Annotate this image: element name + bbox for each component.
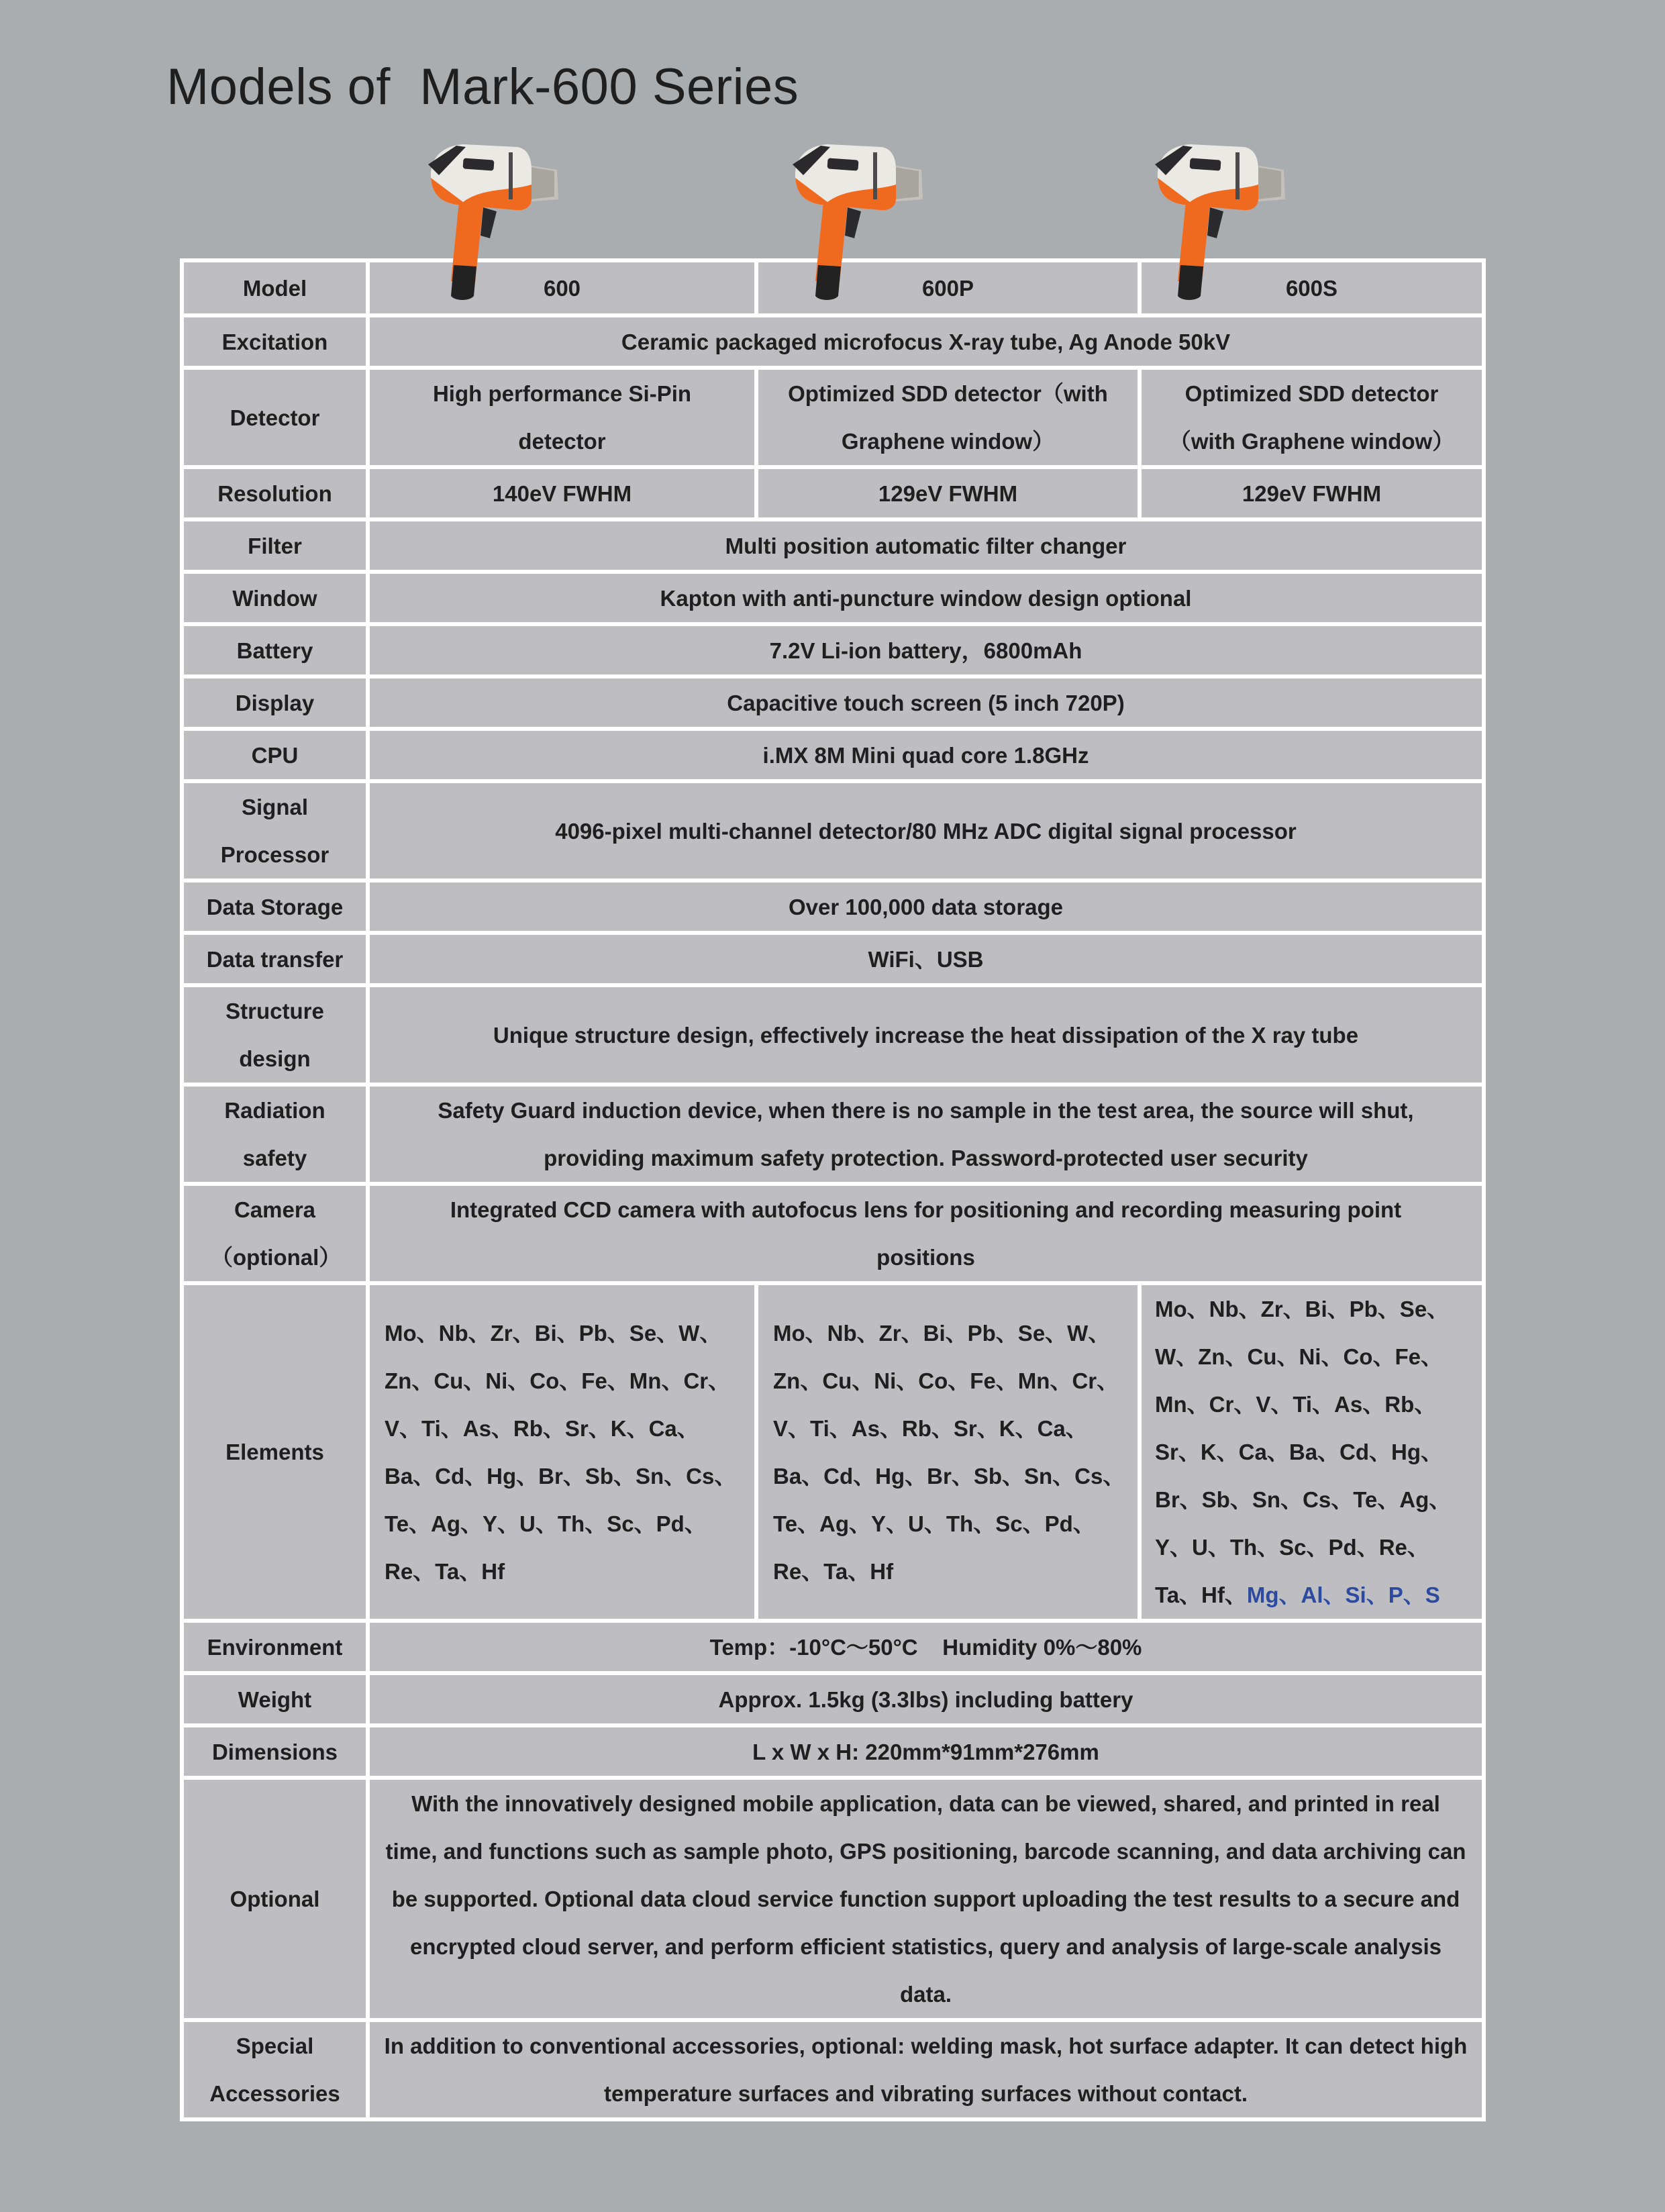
label-excitation: Excitation: [182, 315, 368, 368]
row-optional: [182, 1778, 1484, 2020]
model-600p: 600P: [756, 260, 1140, 315]
row-radiation: [182, 1085, 1484, 1184]
row-environment: [182, 1621, 1484, 1673]
label-detector: Detector: [182, 368, 368, 467]
value-accessories: In addition to conventional accessories, optional: welding mask, hot surface adapter. It can detect high temperature surfaces and vibrating surfaces without contact.: [368, 2020, 1484, 2119]
row-detector: [182, 368, 1484, 467]
row-filter: [182, 519, 1484, 572]
label-radiation: Radiation safety: [182, 1085, 368, 1184]
value-optional: With the innovatively designed mobile application, data can be viewed, shared, and printed in real time, and functions such as sample photo, GPS positioning, barcode scanning, and data archiving can be supported. Optional data cloud service function support uploading the test results to a secure and encrypted cloud server, and perform efficient statistics, query and analysis of large-scale analysis data.: [368, 1778, 1484, 2020]
label-environment: Environment: [182, 1621, 368, 1673]
detector-600s: Optimized SDD detector（with Graphene window）: [1140, 368, 1484, 467]
detector-600p: Optimized SDD detector（with Graphene window）: [756, 368, 1140, 467]
label-structure: Structure design: [182, 985, 368, 1085]
elements-600p: Mo、Nb、Zr、Bi、Pb、Se、W、Zn、Cu、Ni、Co、Fe、Mn、Cr、V、Ti、As、Rb、Sr、K、Ca、Ba、Cd、Hg、Br、Sb、Sn、Cs、Te、Ag、Y、U、Th、Sc、Pd、Re、Ta、Hf: [756, 1283, 1140, 1621]
row-cpu: [182, 729, 1484, 781]
label-filter: Filter: [182, 519, 368, 572]
row-window: [182, 572, 1484, 624]
row-weight: [182, 1673, 1484, 1725]
value-camera: Integrated CCD camera with autofocus lens for positioning and recording measuring point positions: [368, 1184, 1484, 1283]
row-camera: [182, 1184, 1484, 1283]
spec-table: [180, 258, 1486, 2121]
row-accessories: [182, 2020, 1484, 2119]
value-display: Capacitive touch screen (5 inch 720P): [368, 676, 1484, 729]
row-resolution: [182, 467, 1484, 519]
elements-600s-light: Mg、Al、Si、P、S: [1246, 1582, 1440, 1607]
resolution-600p: 129eV FWHM: [756, 467, 1140, 519]
value-transfer: WiFi、USB: [368, 933, 1484, 985]
value-weight: Approx. 1.5kg (3.3lbs) including battery: [368, 1673, 1484, 1725]
row-transfer: [182, 933, 1484, 985]
label-elements: Elements: [182, 1283, 368, 1621]
elements-600s: [1140, 1283, 1484, 1621]
resolution-600s: 129eV FWHM: [1140, 467, 1484, 519]
value-environment: Temp：-10°C～50°C Humidity 0%～80%: [368, 1621, 1484, 1673]
row-elements: [182, 1283, 1484, 1621]
row-signal: [182, 781, 1484, 881]
model-600s: 600S: [1140, 260, 1484, 315]
label-window: Window: [182, 572, 368, 624]
elements-600: Mo、Nb、Zr、Bi、Pb、Se、W、Zn、Cu、Ni、Co、Fe、Mn、Cr、V、Ti、As、Rb、Sr、K、Ca、Ba、Cd、Hg、Br、Sb、Sn、Cs、Te、Ag、Y、U、Th、Sc、Pd、Re、Ta、Hf: [368, 1283, 756, 1621]
label-optional: Optional: [182, 1778, 368, 2020]
value-cpu: i.MX 8M Mini quad core 1.8GHz: [368, 729, 1484, 781]
value-signal: 4096-pixel multi-channel detector/80 MHz ADC digital signal processor: [368, 781, 1484, 881]
label-battery: Battery: [182, 624, 368, 676]
label-signal: Signal Processor: [182, 781, 368, 881]
label-resolution: Resolution: [182, 467, 368, 519]
row-structure: [182, 985, 1484, 1085]
value-excitation: Ceramic packaged microfocus X-ray tube, Ag Anode 50kV: [368, 315, 1484, 368]
value-battery: 7.2V Li-ion battery，6800mAh: [368, 624, 1484, 676]
value-window: Kapton with anti-puncture window design optional: [368, 572, 1484, 624]
label-camera: Camera（optional）: [182, 1184, 368, 1283]
label-accessories: Special Accessories: [182, 2020, 368, 2119]
label-weight: Weight: [182, 1673, 368, 1725]
value-dimensions: L x W x H: 220mm*91mm*276mm: [368, 1725, 1484, 1778]
resolution-600: 140eV FWHM: [368, 467, 756, 519]
label-cpu: CPU: [182, 729, 368, 781]
detector-600: High performance Si-Pin detector: [368, 368, 756, 467]
label-transfer: Data transfer: [182, 933, 368, 985]
label-storage: Data Storage: [182, 881, 368, 933]
value-filter: Multi position automatic filter changer: [368, 519, 1484, 572]
row-display: [182, 676, 1484, 729]
label-dimensions: Dimensions: [182, 1725, 368, 1778]
model-600: 600: [368, 260, 756, 315]
row-battery: [182, 624, 1484, 676]
row-model: [182, 260, 1484, 315]
row-storage: [182, 881, 1484, 933]
page-title: Models of Mark-600 Series: [166, 58, 799, 115]
label-model: Model: [182, 260, 368, 315]
value-structure: Unique structure design, effectively increase the heat dissipation of the X ray tube: [368, 985, 1484, 1085]
value-storage: Over 100,000 data storage: [368, 881, 1484, 933]
value-radiation: Safety Guard induction device, when there is no sample in the test area, the source will shut, providing maximum safety protection. Password-protected user security: [368, 1085, 1484, 1184]
elements-600s-common: Mo、Nb、Zr、Bi、Pb、Se、W、Zn、Cu、Ni、Co、Fe、Mn、Cr、V、Ti、As、Rb、Sr、K、Ca、Ba、Cd、Hg、Br、Sb、Sn、Cs、Te、Ag、Y、U、Th、Sc、Pd、Re、Ta、Hf、: [1155, 1297, 1452, 1607]
row-excitation: [182, 315, 1484, 368]
row-dimensions: [182, 1725, 1484, 1778]
label-display: Display: [182, 676, 368, 729]
